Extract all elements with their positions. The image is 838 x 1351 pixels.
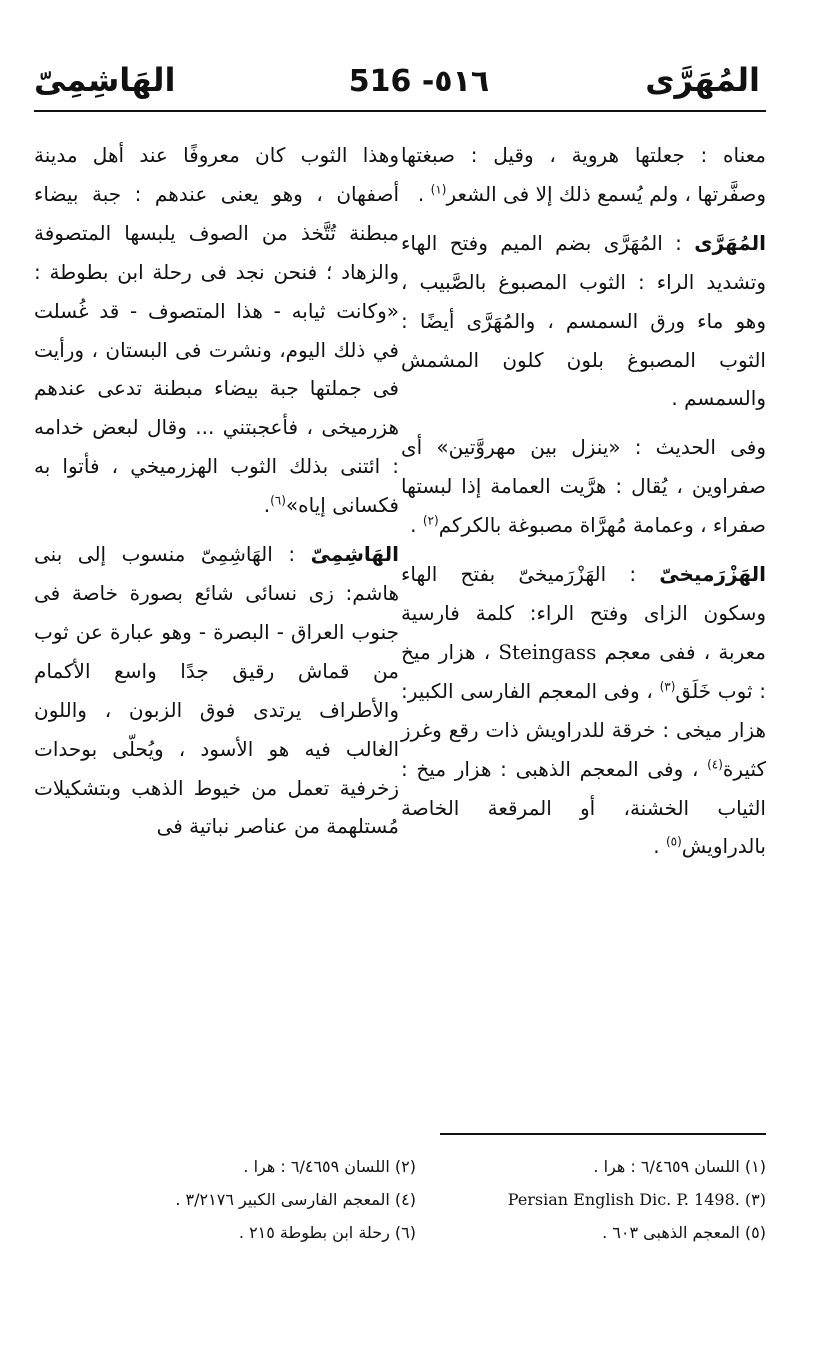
entry-paragraph: [401, 555, 766, 866]
footnote-rule: [440, 1133, 766, 1135]
entry-term: الهَاشِمِىّ: [310, 542, 399, 567]
running-header-right-title: المُهَرَّى: [645, 61, 760, 99]
footnote-2: (٢) اللسان ٦/٤٦٥٩ : هرا .: [243, 1157, 416, 1176]
entry-paragraph: [34, 535, 399, 846]
entry-term: المُهَرَّى: [694, 230, 766, 255]
paragraph-text: ، وفى المعجم الفارسى الكبير: هزار ميخى : خرقة للدراويش ذات رقع وغرز كثيرة: [401, 678, 766, 781]
paragraph-text: وفى الحديث : «ينزل بين مهروَّتين» أى صفراوين ، يُقال : هرَّيت العمامة إذا لبستها صفراء ، وعمامة مُهرَّاة مصبوغة بالكركم: [401, 435, 766, 538]
paragraph-text: : الهَاشِمِىّ منسوب إلى بنى هاشم: زى نسائى شائع بصورة خاصة فى جنوب العراق - البصرة - وهو عبارة عن ثوب من قماش رقيق جدًا واسع الأكمام والأطراف يرتدى فوق الزبون ، واللون الغالب فيه هو الأسود ، ويُحلّى بوحدات زخرفية تعمل من خيوط الذهب وبتشكيلات مُستلهمة من عناصر نباتية فى: [34, 542, 399, 839]
latin-word: Steingass: [498, 639, 597, 664]
paragraph-text: ، هزار ميخ : ثوب خَلَق: [401, 639, 766, 703]
footnote-ref: (٥): [665, 834, 682, 849]
paragraph-end: .: [653, 834, 666, 859]
footnote-4: (٤) المعجم الفارسى الكبير ٣/٢١٧٦ .: [175, 1190, 416, 1209]
paragraph-end: .: [417, 181, 431, 206]
footnote-6: (٦) رحلة ابن بطوطة ٢١٥ .: [238, 1223, 416, 1242]
footnote-1: (١) اللسان ٦/٤٦٥٩ : هرا .: [593, 1157, 766, 1176]
header-rule: [34, 110, 766, 112]
paragraph-text: معناه : جعلتها هروية ، وقيل : صبغتها وصفَّرتها ، ولم يُسمع ذلك إلا فى الشعر: [401, 143, 766, 206]
entry-paragraph: [401, 224, 766, 419]
paragraph: [401, 428, 766, 545]
footnote-3: Persian English Dic. P. 1498. (٣): [507, 1190, 766, 1209]
paragraph: [401, 136, 766, 214]
paragraph-end: .: [263, 493, 271, 518]
paragraph-text: وهذا الثوب كان معروفًا عند أهل مدينة أصفهان ، وهو يعنى عندهم : جبة بيضاء مبطنة تُتَّخذ من الصوف يلبسها المتصوفة والزهاد ؛ فنحن نجد فى رحلة ابن بطوطة : «وكانت ثيابه - هذا المتصوف - قد غُسلت في ذلك اليوم، ونشرت فى البستان ، ورأيت فى جملتها جبة بيضاء مبطنة تدعى عندهم هزرميخى ، فأعجبتني ... وقال لبعض خدامه : ائتنى بذلك الثوب الهزرميخي ، فأتوا به فكسانى إياه»: [34, 143, 399, 518]
paragraph: [34, 136, 399, 525]
footnote-ref: (٤): [707, 756, 723, 771]
paragraph-text: ، وفى المعجم الذهبى : هزار ميخ : الثياب الخشنة، أو المرقعة الخاصة بالدراويش: [401, 756, 766, 859]
footnote-ref: (٦): [270, 493, 286, 508]
paragraph-text: : المُهَرَّى بضم الميم وفتح الهاء وتشديد الراء : الثوب المصبوغ بالصَّبيب ، وهو ماء ورق السمسم ، والمُهَرَّى أيضًا : الثوب المصبوغ بلون كلون المشمش والسمسم .: [401, 230, 766, 411]
footnote-ref: (١): [430, 182, 447, 197]
running-header-left-title: الهَاشِمِىّ: [34, 61, 176, 99]
paragraph-text: : الهَزْرَميخىّ بفتح الهاء وسكون الزاى وفتح الراء: كلمة فارسية معربة ، ففى معجم: [401, 562, 767, 664]
footnote-5: (٥) المعجم الذهبى ٦٠٣ .: [602, 1223, 766, 1242]
entry-term: الهَزْرَميخىّ: [659, 562, 766, 587]
page-number: 516 -٥١٦: [348, 64, 490, 99]
right-column: [401, 136, 766, 876]
paragraph-end: .: [410, 513, 423, 538]
footnote-ref: (٣): [659, 679, 676, 694]
left-column: [34, 136, 399, 856]
footnote-ref: (٢): [422, 513, 439, 528]
